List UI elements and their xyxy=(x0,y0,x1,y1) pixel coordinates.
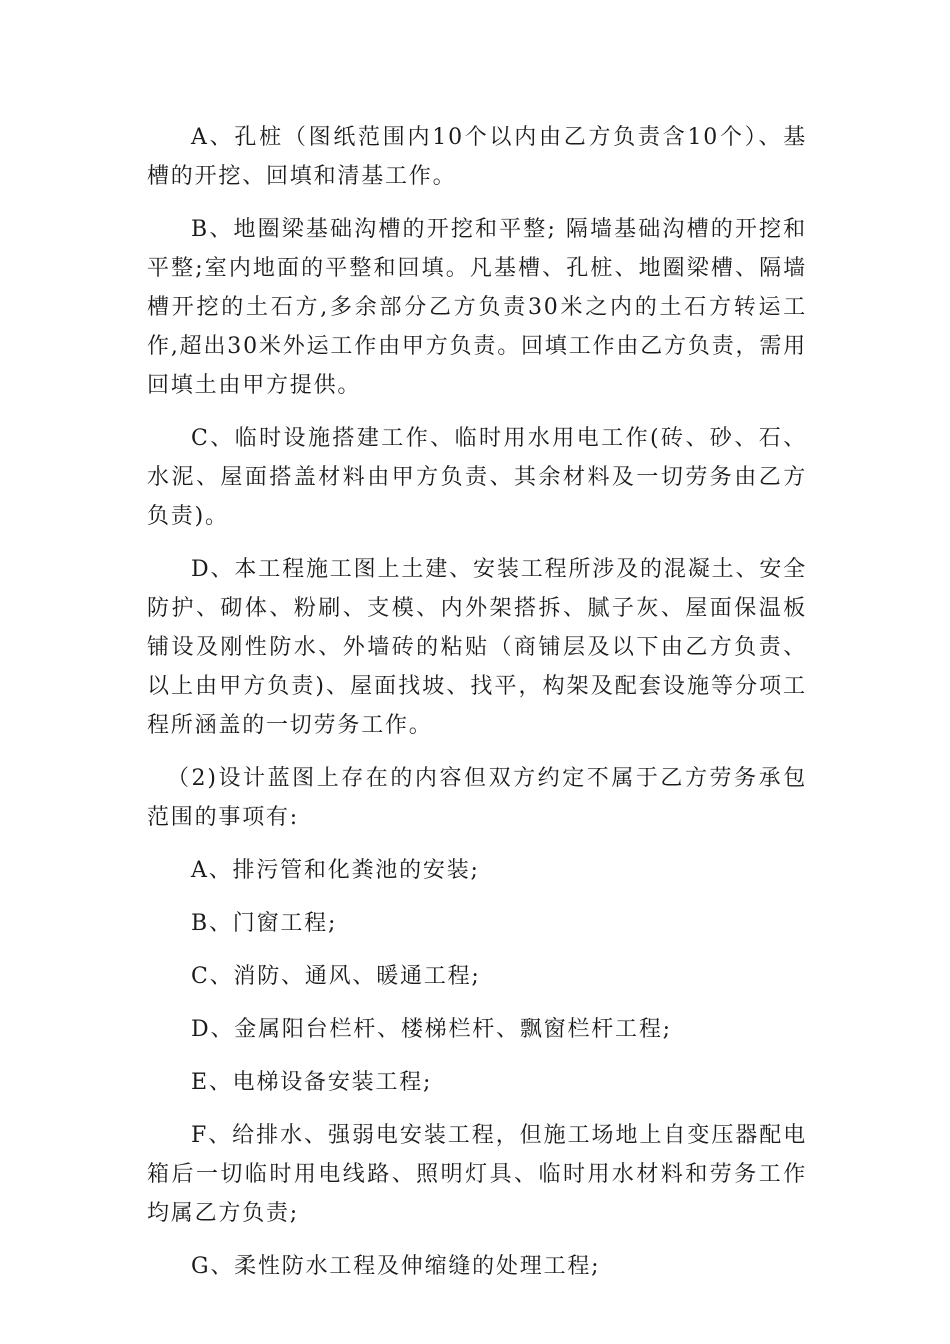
section-2-item-f: F、给排水、强弱电安装工程，但施工场地上自变压器配电箱后一切临时用电线路、照明灯具、临时用水材料和劳务工作均属乙方负责; xyxy=(147,1123,807,1226)
section-2-item-c: C、消防、通风、暖通工程; xyxy=(191,964,481,989)
paragraph-b: B、地圈梁基础沟槽的开挖和平整; 隔墙基础沟槽的开挖和平整;室内地面的平整和回填。凡基槽、孔桩、地圈梁槽、隔墙槽开挖的土石方,多余部分乙方负责30米之内的土石方转运工作,超出30米外运工作由甲方负责。回填工作由乙方负责，需用回填土由甲方提供。 xyxy=(147,217,807,398)
paragraph-d: D、本工程施工图上土建、安装工程所涉及的混凝土、安全防护、砌体、粉刷、支模、内外架搭拆、腻子灰、屋面保温板铺设及刚性防水、外墙砖的粘贴（商铺层及以下由乙方负责、以上由甲方负责)、屋面找坡、找平，构架及配套设施等分项工程所涵盖的一切劳务工作。 xyxy=(147,557,807,738)
section-2-item-g: G、柔性防水工程及伸缩缝的处理工程; xyxy=(191,1254,601,1279)
section-2-item-d: D、金属阳台栏杆、楼梯栏杆、飘窗栏杆工程; xyxy=(191,1017,672,1042)
paragraph-c: C、临时设施搭建工作、临时用水用电工作(砖、砂、石、水泥、屋面搭盖材料由甲方负责、其余材料及一切劳务由乙方负责)。 xyxy=(147,426,807,529)
section-2-item-b: B、门窗工程; xyxy=(191,911,338,936)
section-2-item-a: A、排污管和化粪池的安装; xyxy=(191,858,480,883)
section-2-item-e: E、电梯设备安装工程; xyxy=(191,1070,433,1095)
section-2-heading: （2)设计蓝图上存在的内容但双方约定不属于乙方劳务承包范围的事项有: xyxy=(147,766,807,830)
document-body xyxy=(147,118,807,1300)
paragraph-a: A、孔桩（图纸范围内10个以内由乙方负责含10个）、基槽的开挖、回填和清基工作。 xyxy=(147,125,807,189)
